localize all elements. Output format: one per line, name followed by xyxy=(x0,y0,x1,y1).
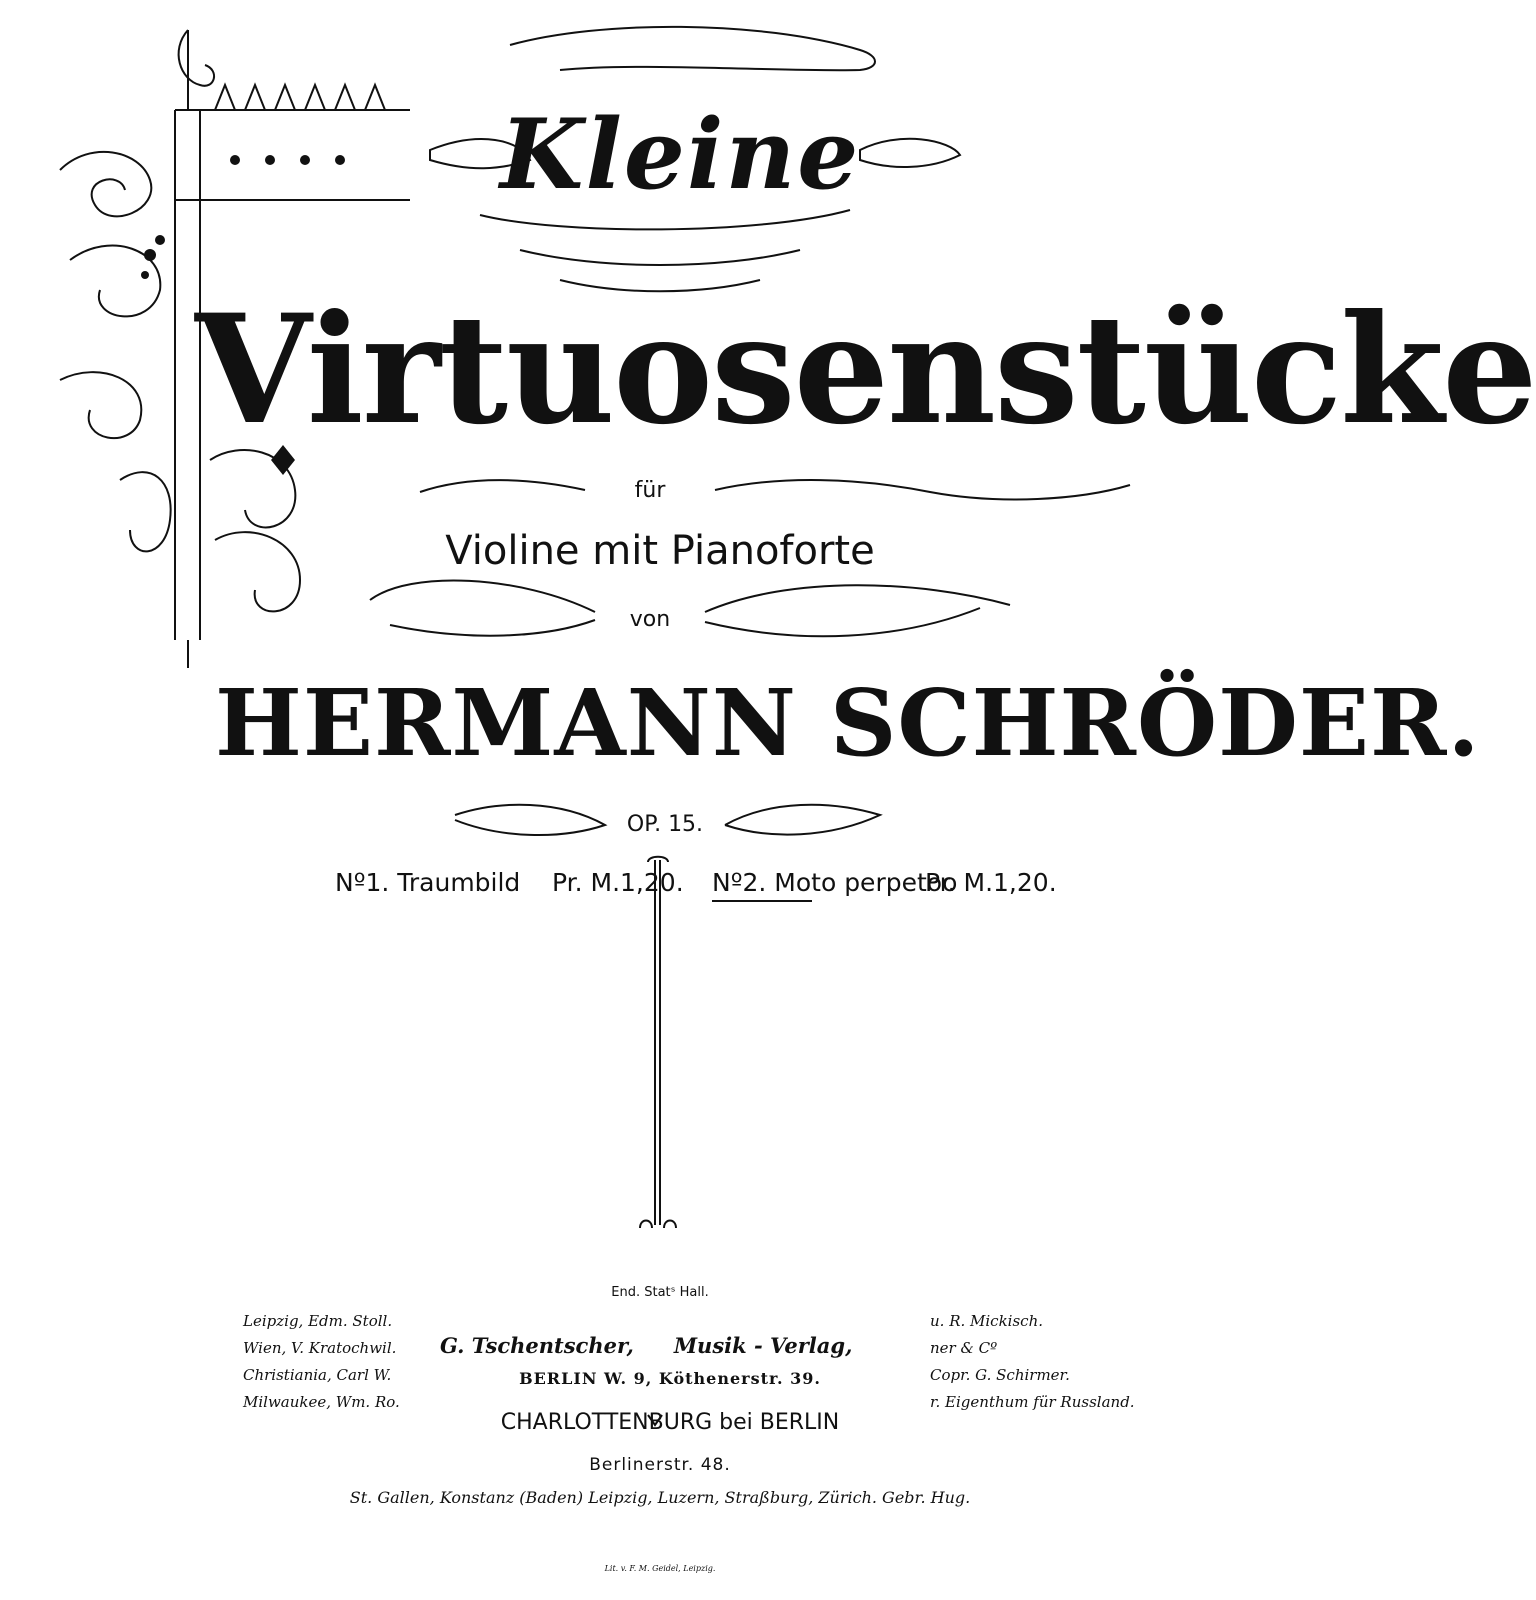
publisher-branch-street: Berlinerstr. 48. xyxy=(589,1455,731,1475)
entered-stationers-hall: End. Statˢ Hall. xyxy=(611,1285,709,1300)
flourish-top xyxy=(510,27,875,70)
flourish-von-right xyxy=(705,585,1010,636)
right-scroll-ornament xyxy=(210,450,300,611)
distributor-left-1: Leipzig, Edm. Stoll. xyxy=(243,1312,393,1330)
piece-1-price: Pr. M.1,20. xyxy=(552,868,684,897)
distributor-left-3: Christiania, Carl W. xyxy=(243,1366,392,1384)
flourish-fur-right xyxy=(715,480,1130,499)
piece-2-title: Nº2. Moto perpetoo xyxy=(712,868,958,897)
left-scroll-ornament xyxy=(60,152,171,551)
distributor-left-4: Milwaukee, Wm. Ro. xyxy=(243,1393,400,1411)
distributor-right-2: ner & Cº xyxy=(930,1339,998,1357)
publisher-address: BERLIN W. 9, Köthenerstr. 39. xyxy=(519,1369,821,1388)
piece-1-title: Nº1. Traumbild xyxy=(335,868,521,897)
title-line-2: Virtuosenstücke xyxy=(195,282,1536,458)
composer-name: HERMANN SCHRÖDER. xyxy=(215,669,1481,777)
top-scroll-ornament xyxy=(179,30,214,110)
lithographer-credit: Lit. v. F. M. Geidel, Leipzig. xyxy=(604,1564,716,1573)
flourish-right-kleine xyxy=(860,139,960,167)
publisher-line xyxy=(440,1333,900,1358)
cities-line: St. Gallen, Konstanz (Baden) Leipzig, Luzern, Straßburg, Zürich. Gebr. Hug. xyxy=(349,1488,971,1507)
flourish-von-left xyxy=(370,580,595,635)
flourish-opus-right xyxy=(725,805,880,835)
flourish-under-kleine xyxy=(480,210,850,291)
flourish-opus-left xyxy=(455,805,605,835)
crown-spikes xyxy=(215,85,385,110)
distributor-right-3: Copr. G. Schirmer. xyxy=(930,1366,1070,1384)
publisher-type: Musik - Verlag, xyxy=(673,1333,853,1358)
publisher-name: G. Tschentscher, xyxy=(440,1333,634,1358)
subtitle-instruments: Violine mit Pianoforte xyxy=(445,528,875,574)
center-stem xyxy=(655,860,660,1225)
distributor-right-4: r. Eigenthum für Russland. xyxy=(930,1393,1135,1411)
opus-number: OP. 15. xyxy=(626,812,704,837)
publisher-branch: CHARLOTTENBURG bei BERLIN xyxy=(500,1410,840,1435)
subtitle-fuer: für xyxy=(634,478,666,503)
distributor-right-1: u. R. Mickisch. xyxy=(930,1312,1043,1330)
title-line-1: Kleine xyxy=(500,98,861,211)
stem-bottom-curl xyxy=(640,1221,676,1229)
piece-2-price: Pr. M.1,20. xyxy=(925,868,1057,897)
stem-top-curl xyxy=(648,857,668,862)
piece-2-underline xyxy=(712,900,812,902)
flourish-fur-left xyxy=(420,480,585,492)
subtitle-von: von xyxy=(629,607,671,632)
distributor-left-2: Wien, V. Kratochwil. xyxy=(243,1339,397,1357)
